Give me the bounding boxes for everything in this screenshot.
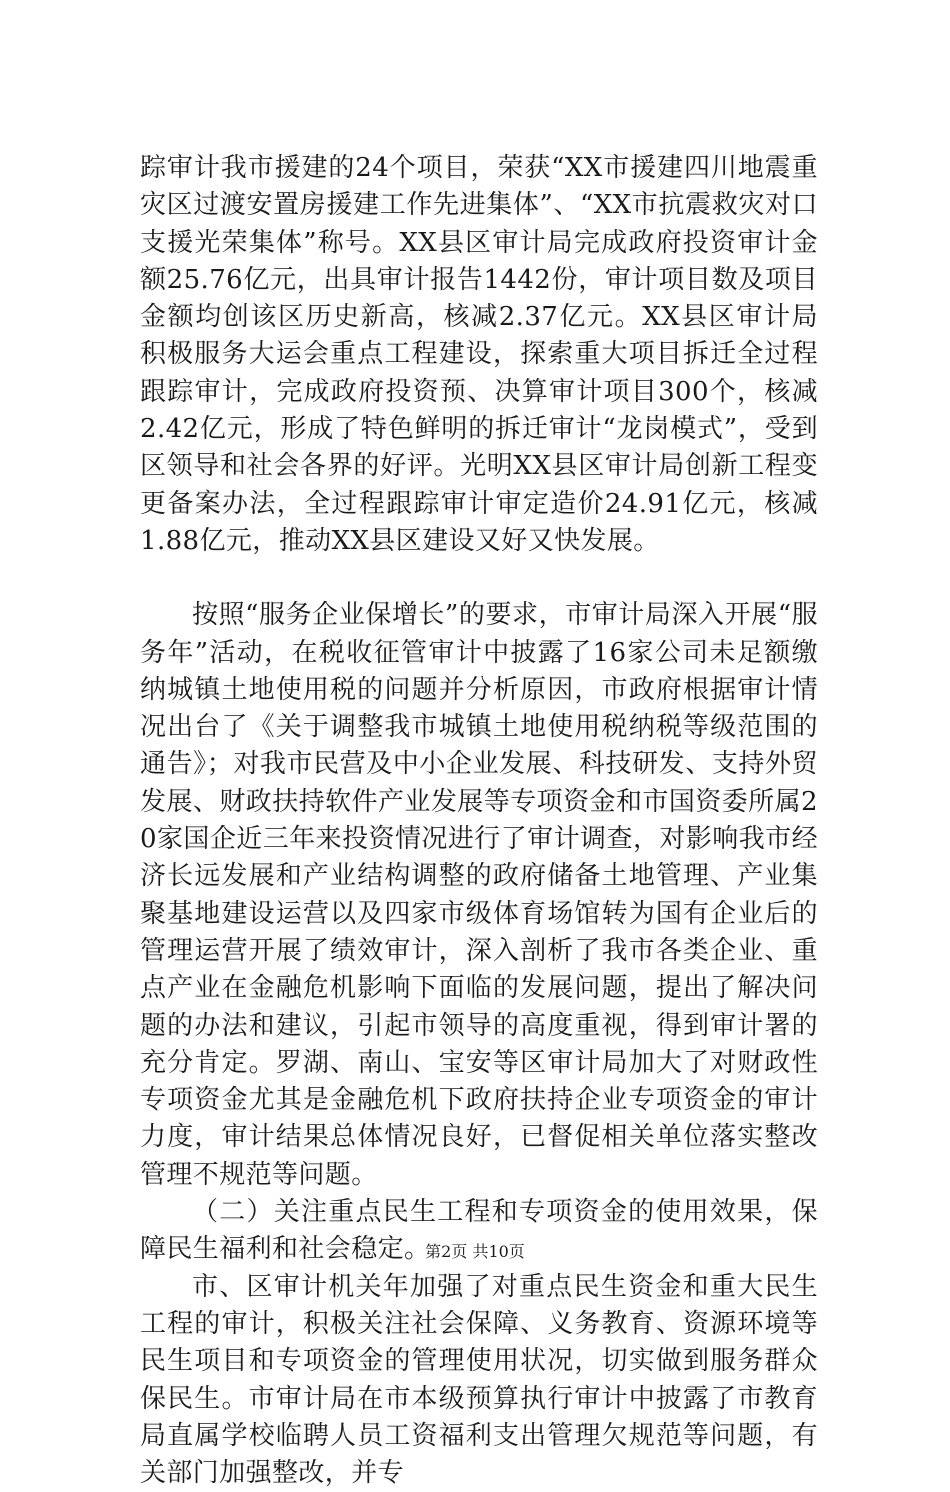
section-heading-livelihood: （二）关注重点民生工程和专项资金的使用效果，保障民生福利和社会稳定。: [140, 1197, 818, 1265]
paragraph-service-enterprises: 按照“服务企业保增长”的要求，市审计局深入开展“服务年”活动，在税收征管审计中披露了16家公司未足额缴纳城镇土地使用税的问题并分析原因，市政府根据审计情况出台了《关于调整我市城镇土地使用税纳税等级范围的通告》；对我市民营及中小企业发展、科技研发、支持外贸发展、财政扶持软件产业发展等专项资金和市国资委所属20家国企近三年来投资情况进行了审计调查，对影响我市经济长远发展和产业结构调整的政府储备土地管理、产业集聚基地建设运营以及四家市级体育场馆转为国有企业后的管理运营开展了绩效审计，深入剖析了我市各类企业、重点产业在金融危机影响下面临的发展问题，提出了解决问题的办法和建议，引起市领导的高度重视，得到审计署的充分肯定。罗湖、南山、宝安等区审计局加大了对财政性专项资金尤其是金融危机下政府扶持企业专项资金的审计力度，审计结果总体情况良好，已督促相关单位落实整改管理不规范等问题。: [140, 600, 818, 1190]
paragraph-continued: 踪审计我市援建的24个项目，荣获“XX市援建四川地震重灾区过渡安置房援建工作先进集体”、“XX市抗震救灾对口支援光荣集体”称号。XX县区审计局完成政府投资审计金额25.76亿元，出具审计报告1442份，审计项目数及项目金额均创该区历史新高，核减2.37亿元。XX县区审计局积极服务大运会重点工程建设，探索重大项目拆迁全过程跟踪审计，完成政府投资预、决算审计项目300个，核减2.42亿元，形成了特色鲜明的拆迁审计“龙岗模式”，受到区领导和社会各界的好评。光明XX县区审计局创新工程变更备案办法，全过程跟踪审计审定造价24.91亿元，核减1.88亿元，推动XX县区建设又好又快发展。: [140, 153, 818, 556]
paragraph-livelihood-audit: 市、区审计机关年加强了对重点民生资金和重大民生工程的审计，积极关注社会保障、义务教育、资源环境等民生项目和专项资金的管理使用状况，切实做到服务群众保民生。市审计局在市本级预算执行审计中披露了市教育局直属学校临聘人员工资福利支出管理欠规范等问题，有关部门加强整改，并专: [140, 1271, 818, 1489]
document-body: [140, 150, 818, 1492]
page-number-footer: 第2页 共10页: [425, 1242, 525, 1261]
